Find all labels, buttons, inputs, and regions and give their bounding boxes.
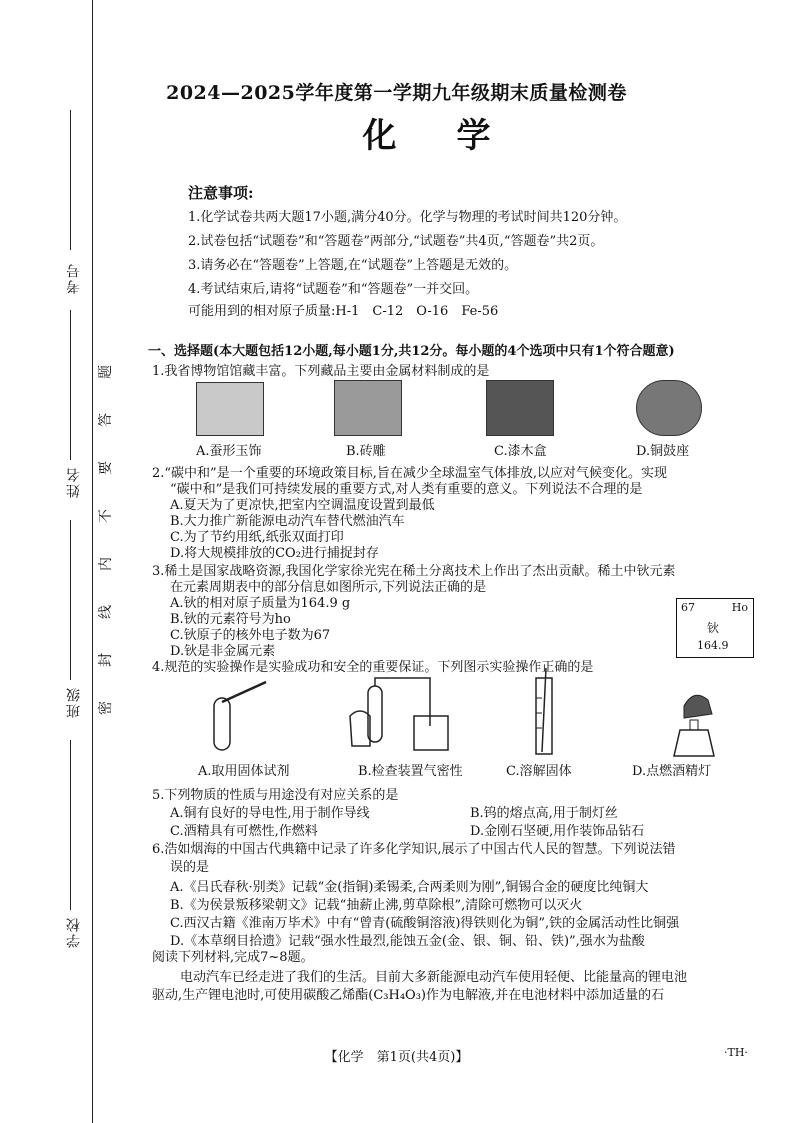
seal-char: 密 bbox=[98, 701, 114, 715]
reading-paragraph-cont: 驱动,生产锂电池时,可使用碳酸乙烯酯(C₃H₄O₃)作为电解液,并在电池材料中添加适量的石 bbox=[152, 988, 665, 1003]
q1-stem: 1.我省博物馆馆藏丰富。下列藏品主要由金属材料制成的是 bbox=[152, 364, 490, 379]
q6-option-d: D.《本草纲目拾遗》记载“强水性最烈,能蚀五金(金、银、铜、铅、铁)”,强水为盐酸 bbox=[170, 934, 645, 949]
atomic-mass-note: 可能用到的相对原子质量:H-1 C-12 O-16 Fe-56 bbox=[188, 304, 499, 319]
seal-char: 不 bbox=[98, 509, 114, 523]
q1-option-c: C.漆木盒 bbox=[494, 444, 547, 459]
q6-option-b: B.《为侯景叛移梁朝文》记载“抽薪止沸,剪草除根”,清除可燃物可以灭火 bbox=[170, 898, 583, 913]
seal-char: 要 bbox=[98, 461, 114, 475]
q2-stem: 2.“碳中和”是一个重要的环境政策目标,旨在减少全球温室气体排放,以应对气候变化。实现 bbox=[152, 466, 667, 481]
exam-title: 2024—2025学年度第一学期九年级期末质量检测卷 bbox=[166, 82, 627, 104]
q3-option-d: D.钬是非金属元素 bbox=[170, 644, 276, 659]
q6-stem-cont: 误的是 bbox=[170, 860, 210, 875]
lacquer-box-image bbox=[486, 380, 554, 436]
jade-silkworm-image bbox=[196, 382, 264, 436]
notice-heading: 注意事项: bbox=[188, 184, 254, 202]
alcohol-lamp-figure bbox=[664, 680, 724, 760]
seal-char: 封 bbox=[98, 653, 114, 667]
reading-paragraph: 电动汽车已经走进了我们的生活。目前大多新能源电动汽车使用轻便、比能量高的锂电池 bbox=[180, 970, 688, 985]
q3-stem-cont: 在元素周期表中的部分信息如图所示,下列说法正确的是 bbox=[170, 580, 487, 595]
q4-option-d: D.点燃酒精灯 bbox=[632, 764, 712, 779]
solid-reagent-figure bbox=[196, 676, 276, 756]
notice-item: 3.请务必在“答题卷”上答题,在“试题卷”上答题是无效的。 bbox=[188, 258, 518, 273]
q2-option-c: C.为了节约用纸,纸张双面打印 bbox=[170, 530, 344, 545]
school-label: 学校 bbox=[66, 916, 82, 948]
q5-option-b: B.钨的熔点高,用于制灯丝 bbox=[470, 806, 618, 821]
notice-item: 4.考试结束后,请将“试题卷”和“答题卷”一并交回。 bbox=[188, 282, 479, 297]
atomic-number: 67 bbox=[681, 601, 695, 614]
q2-option-a: A.夏天为了更凉快,把室内空调温度设置到最低 bbox=[170, 498, 435, 513]
brick-carving-image bbox=[334, 380, 402, 436]
seal-char: 题 bbox=[98, 365, 114, 379]
q4-stem: 4.规范的实验操作是实验成功和安全的重要保证。下列图示实验操作正确的是 bbox=[152, 660, 594, 675]
q4-option-b: B.检查装置气密性 bbox=[358, 764, 463, 779]
q5-option-c: C.酒精具有可燃性,作燃料 bbox=[170, 824, 318, 839]
q6-stem: 6.浩如烟海的中国古代典籍中记录了许多化学知识,展示了中国古代人民的智慧。下列说法错 bbox=[152, 842, 676, 857]
school-field bbox=[70, 740, 71, 910]
binding-line bbox=[92, 0, 93, 1123]
q5-option-a: A.铜有良好的导电性,用于制作导线 bbox=[170, 806, 370, 821]
q1-option-b: B.砖雕 bbox=[346, 444, 386, 459]
reading-intro: 阅读下列材料,完成7~8题。 bbox=[152, 950, 314, 965]
element-cell-holmium bbox=[676, 598, 754, 658]
q4-option-c: C.溶解固体 bbox=[506, 764, 572, 779]
notice-item: 1.化学试卷共两大题17小题,满分40分。化学与物理的考试时间共120分钟。 bbox=[188, 210, 627, 225]
class-label: 班级 bbox=[66, 686, 82, 718]
q6-option-a: A.《吕氏春秋·别类》记载“金(指铜)柔锡柔,合两柔则为刚”,铜锡合金的硬度比纯铜大 bbox=[170, 880, 649, 895]
q2-option-b: B.大力推广新能源电动汽车替代燃油汽车 bbox=[170, 514, 405, 529]
page-footer: 【化学 第1页(共4页)】 bbox=[324, 1050, 469, 1065]
bronze-drum-base-image bbox=[636, 380, 702, 436]
seal-char: 答 bbox=[98, 413, 114, 427]
notice-item: 2.试卷包括“试题卷”和“答题卷”两部分,“试题卷”共4页,“答题卷”共2页。 bbox=[188, 234, 604, 249]
exam-no-label: 考号 bbox=[66, 262, 82, 294]
q5-stem: 5.下列物质的性质与用途没有对应关系的是 bbox=[152, 788, 399, 803]
section-heading: 一、选择题(本大题包括12小题,每小题1分,共12分。每小题的4个选项中只有1个符合题意) bbox=[148, 344, 675, 359]
q3-option-b: B.钬的元素符号为ho bbox=[170, 612, 291, 627]
q5-option-d: D.金刚石坚硬,用作装饰品钻石 bbox=[470, 824, 645, 839]
footer-tag: ·TH· bbox=[724, 1046, 748, 1059]
dissolving-figure bbox=[526, 668, 566, 758]
name-label: 姓名 bbox=[66, 466, 82, 498]
atomic-mass: 164.9 bbox=[697, 639, 729, 652]
q4-option-a: A.取用固体试剂 bbox=[198, 764, 290, 779]
q3-option-c: C.钬原子的核外电子数为67 bbox=[170, 628, 331, 643]
q1-option-a: A.蚕形玉饰 bbox=[196, 444, 262, 459]
q2-option-d: D.将大规模排放的CO₂进行捕捉封存 bbox=[170, 546, 379, 561]
class-field bbox=[70, 520, 71, 680]
q1-option-d: D.铜鼓座 bbox=[636, 444, 690, 459]
airtightness-figure bbox=[340, 676, 460, 756]
q6-option-c: C.西汉古籍《淮南万毕术》中有“曾青(硫酸铜溶液)得铁则化为铜”,铁的金属活动性比铜强 bbox=[170, 916, 680, 931]
name-field bbox=[70, 310, 71, 460]
q3-option-a: A.钬的相对原子质量为164.9 g bbox=[170, 596, 351, 611]
element-symbol: Ho bbox=[731, 601, 748, 614]
element-name: 钬 bbox=[707, 621, 720, 635]
q3-stem: 3.稀土是国家战略资源,我国化学家徐光宪在稀土分离技术上作出了杰出贡献。稀土中钬元素 bbox=[152, 564, 676, 579]
q2-stem-cont: “碳中和”是我们可持续发展的重要方式,对人类有重要的意义。下列说法不合理的是 bbox=[170, 482, 643, 497]
subject-title: 化学 bbox=[362, 116, 551, 156]
seal-char: 线 bbox=[98, 605, 114, 619]
seal-char: 内 bbox=[98, 557, 114, 571]
